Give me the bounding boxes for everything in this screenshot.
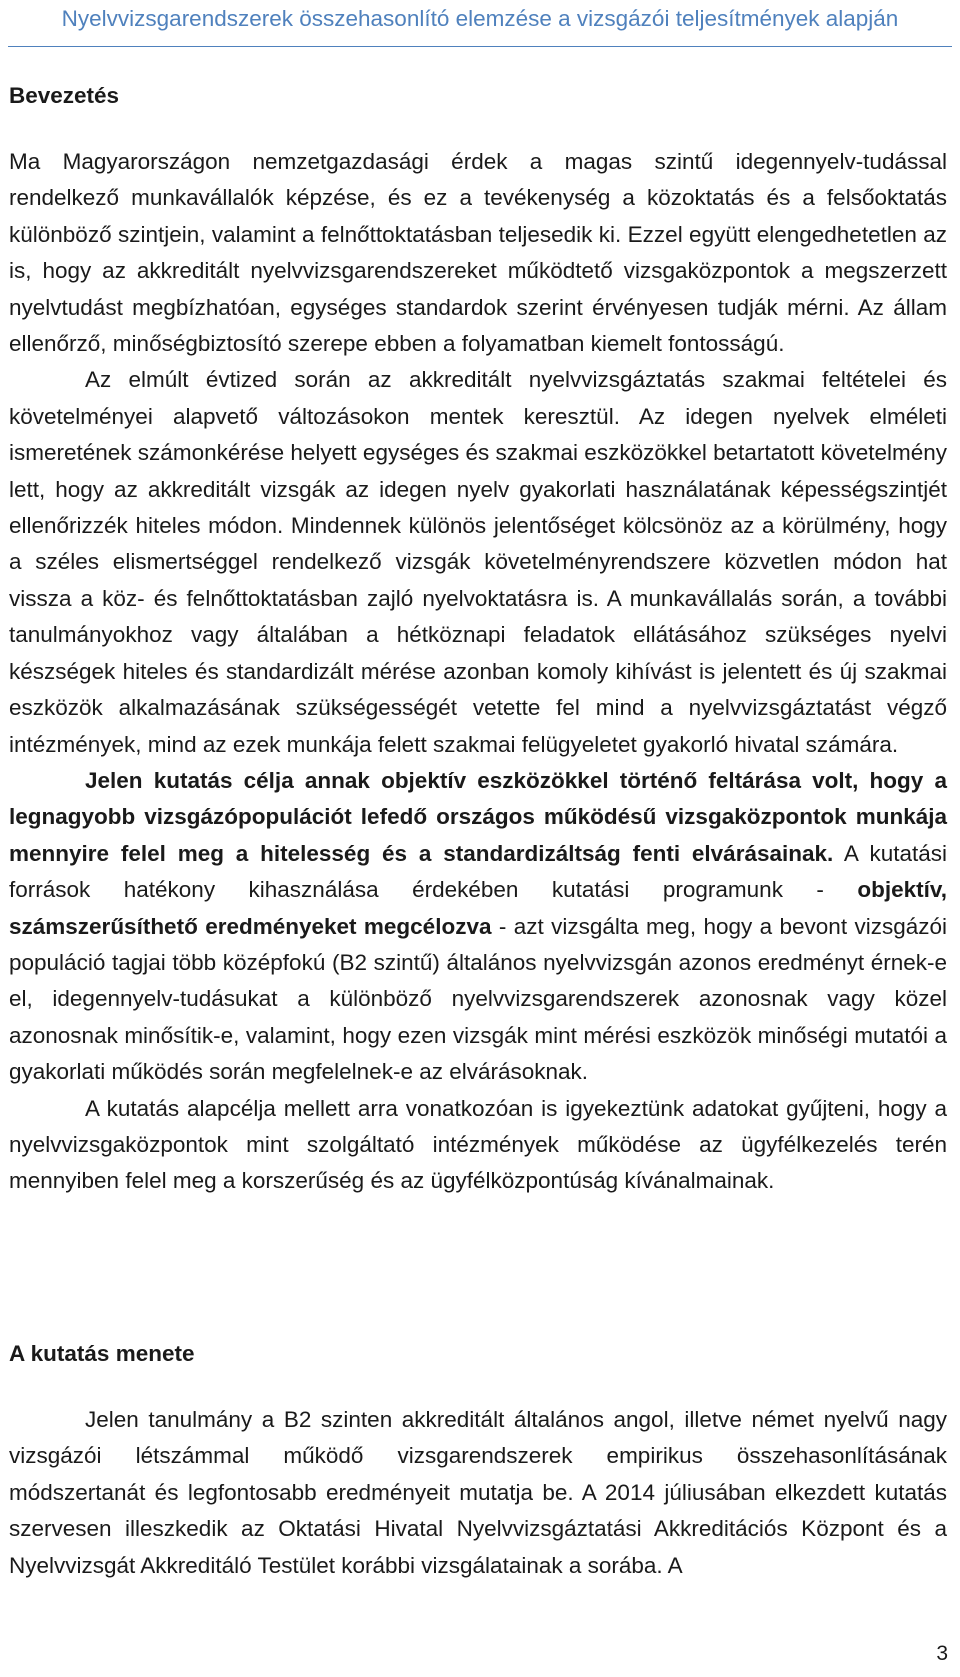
- paragraph-3-bold-mid: objektív, számszerűsíthető eredményeket megcélozva: [9, 877, 947, 939]
- section-heading-kutatas-menete: [9, 1336, 947, 1372]
- heading-kutatas-menete: A kutatás menete: [9, 1341, 195, 1366]
- section-bevezetes-body: [9, 144, 947, 1200]
- section-heading-bevezetes: [9, 78, 947, 114]
- paragraph-3: [9, 763, 947, 1091]
- page-number: 3: [936, 1642, 948, 1665]
- section-kutatas-menete-body: [9, 1402, 947, 1584]
- paragraph-5: Jelen tanulmány a B2 szinten akkreditált általános angol, illetve német nyelvű nagy vizsgázói létszámmal működő vizsgarendszerek empirikus összehasonlításának módszertanát és legfontosabb eredményeit mutatja be. A 2014 júliusában elkezdett kutatás szervesen illeszkedik az Oktatási Hivatal Nyelvvizsgáztatási Akkreditációs Központ és a Nyelvvizsgát Akkreditáló Testület korábbi vizsgálatainak a sorába. A: [9, 1407, 947, 1578]
- paragraph-3-bold-lead: Jelen kutatás célja annak objektív eszközökkel történő feltárása volt, hogy a legnagyobb vizsgázópopulációt lefedő országos működésű vizsgaközpontok munkája mennyire felel meg a hitelesség és a standardizáltság fenti elvárásainak.: [9, 767, 947, 866]
- paragraph-3-text-a: A kutatási források hatékony kihasználása érdekében kutatási programunk -: [9, 840, 947, 903]
- paragraph-4: A kutatás alapcélja mellett arra vonatkozóan is igyekeztünk adatokat gyűjteni, hogy a nyelvvizsgaközpontok mint szolgáltató intézmények működése az ügyfélkezelés terén mennyiben felel meg a korszerűség és az ügyfélközpontúság kívánalmainak.: [9, 1095, 947, 1194]
- heading-bevezetes: Bevezetés: [9, 83, 120, 108]
- running-header: Nyelvvizsgarendszerek összehasonlító elemzése a vizsgázói teljesítmények alapján: [8, 0, 952, 47]
- paragraph-1: Ma Magyarországon nemzetgazdasági érdek a magas szintű idegennyelv-tudással rendelkező munkavállalók képzése, és ez a tevékenység a közoktatás és a felsőoktatás különböző szintjein, valamint a felnőttoktatásban teljesedik ki. Ezzel együtt elengedhetetlen az is, hogy az akkreditált nyelvvizsgarendszereket működtető vizsgaközpontok a megszerzett nyelvtudást megbízhatóan, egységes standardok szerint érvényesen tudják mérni. Az állam ellenőrző, minőségbiztosító szerepe ebben a folyamatban kiemelt fontosságú.: [9, 149, 947, 357]
- paragraph-2: Az elmúlt évtized során az akkreditált nyelvvizsgáztatás szakmai feltételei és követelményei alapvető változásokon mentek keresztül. Az idegen nyelvek elméleti ismeretének számonkérése helyett egységes és szakmai eszközökkel betartatott követelmény lett, hogy az akkreditált vizsgák az idegen nyelv gyakorlati használatának képességszintjét ellenőrizzék hiteles módon. Mindennek különös jelentőséget kölcsönöz az a körülmény, hogy a széles elismertséggel rendelkező vizsgák követelményrendszere közvetlen módon hat vissza a köz- és felnőttoktatásban zajló nyelvoktatásra is. A munkavállalás során, a további tanulmányokhoz vagy általában a hétköznapi feladatok ellátásához szükséges nyelvi készségek hiteles és standardizált mérése azonban komoly kihívást is jelentett és új szakmai eszközök alkalmazásának szükségességét vetette fel mind a nyelvvizsgáztatást végző intézmények, mind az ezek munkája felett szakmai felügyeletet gyakorló hivatal számára.: [9, 367, 947, 757]
- paragraph-3-text-b: - azt vizsgálta meg, hogy a bevont vizsgázói populáció tagjai több középfokú (B2 szintű) általános nyelvvizsgán azonos eredményt érnek-e el, idegennyelv-tudásukat a különböző nyelvvizsgarendszerek azonosnak vagy közel azonosnak minősítik-e, valamint, hogy ezen vizsgák mint mérési eszközök minőségi mutatói a gyakorlati működés során megfelelnek-e az elvárásoknak.: [9, 913, 947, 1085]
